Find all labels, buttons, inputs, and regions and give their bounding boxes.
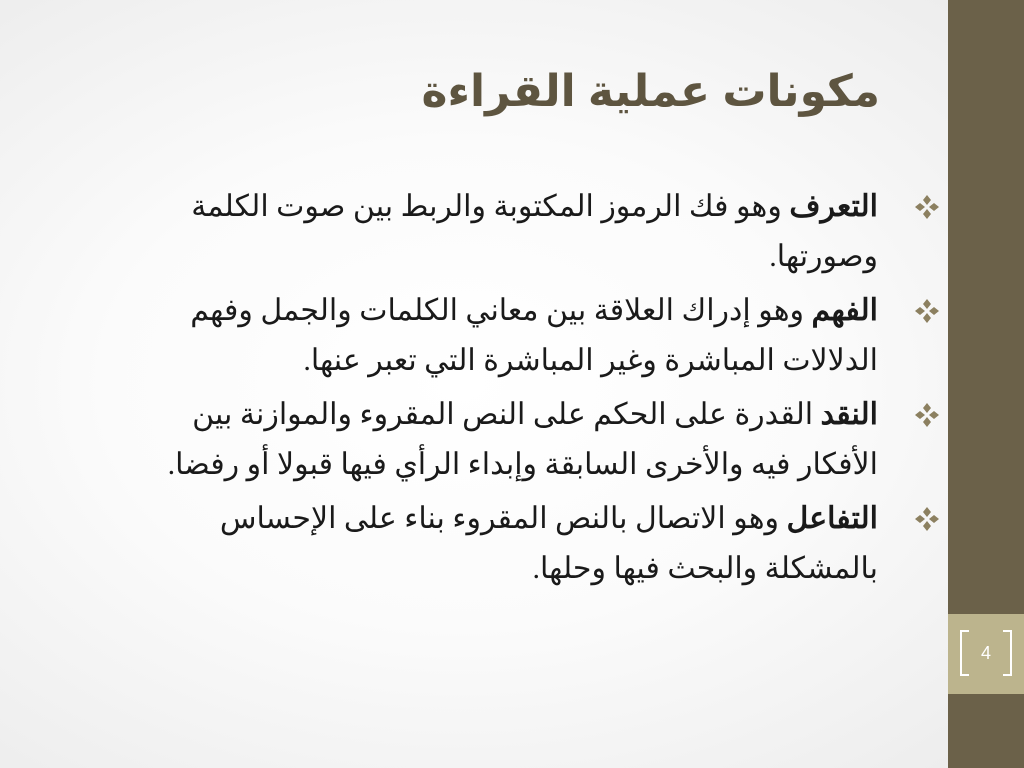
item-text: وهو فك الرموز المكتوبة والربط بين صوت الكلمة وصورتها. (191, 190, 878, 273)
page-number: 4 (980, 643, 991, 663)
four-diamond-bullet-icon (914, 506, 940, 532)
item-text: القدرة على الحكم على النص المقروء والموازنة بين الأفكار فيه والأخرى السابقة وإبداء الرأي فيها قبولا أو رفضا. (167, 398, 878, 481)
item-term: النقد (820, 398, 878, 431)
bullet-list (128, 182, 878, 598)
item-term: الفهم (811, 294, 878, 327)
slide-title: مكونات عملية القراءة (421, 67, 880, 116)
list-item (128, 182, 878, 282)
four-diamond-bullet-icon (914, 402, 940, 428)
item-text: وهو إدراك العلاقة بين معاني الكلمات والجمل وفهم الدلالات المباشرة وغير المباشرة التي تعبر عنها. (190, 294, 878, 377)
page-number-box (948, 614, 1024, 694)
item-term: التفاعل (786, 502, 878, 535)
list-item (128, 390, 878, 490)
item-text: وهو الاتصال بالنص المقروء بناء على الإحساس بالمشكلة والبحث فيها وحلها. (219, 502, 878, 585)
four-diamond-bullet-icon (914, 194, 940, 220)
item-term: التعرف (789, 190, 878, 223)
four-diamond-bullet-icon (914, 298, 940, 324)
list-item (128, 286, 878, 386)
list-item (128, 494, 878, 594)
page-number-frame (960, 630, 1012, 676)
